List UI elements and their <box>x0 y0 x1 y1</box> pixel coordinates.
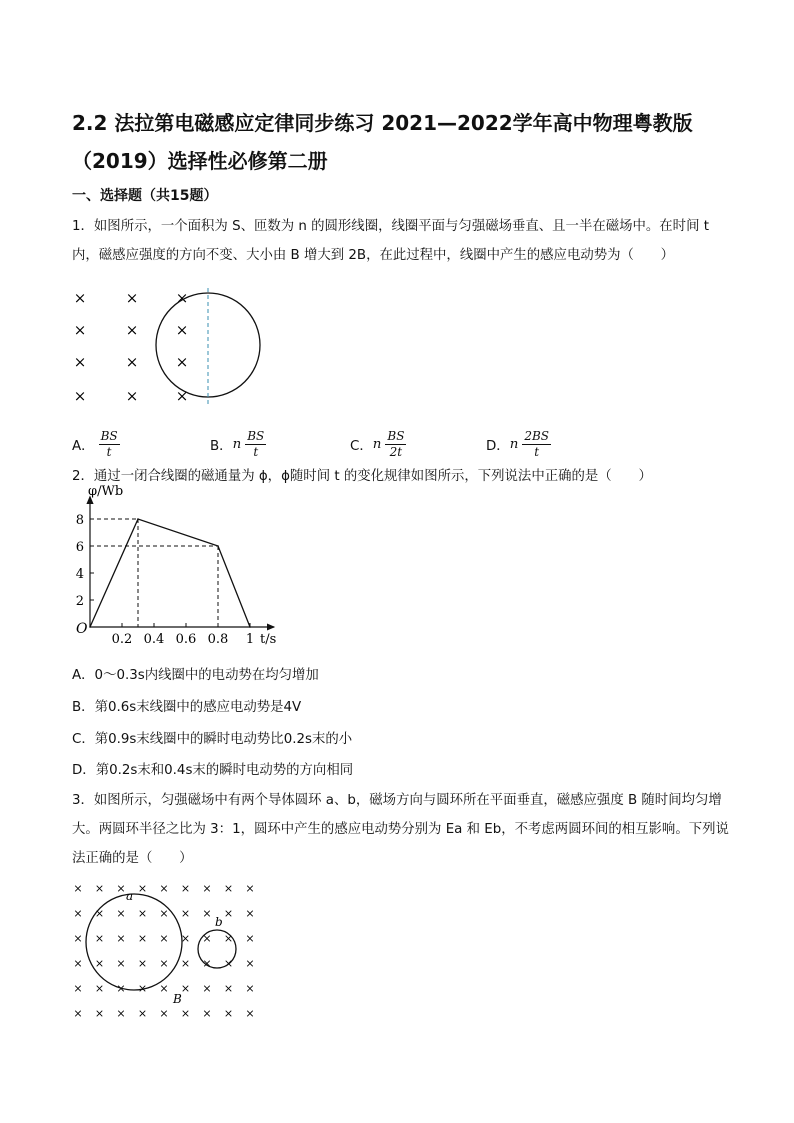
x-tick-label: 0.6 <box>175 632 197 647</box>
y-axis-label: φ/Wb <box>88 483 124 499</box>
field-cross: × <box>94 957 105 970</box>
field-cross: × <box>137 957 148 970</box>
flux-time-chart <box>60 483 300 650</box>
field-cross: × <box>125 353 139 371</box>
option-fraction <box>99 429 120 460</box>
field-cross: × <box>223 932 234 945</box>
field-cross: × <box>175 321 189 339</box>
question-1-option-c <box>350 424 406 464</box>
question-2-option-c: C．第0.9s末线圈中的瞬时电动势比0.2s末的小 <box>72 732 353 747</box>
field-cross: × <box>94 982 105 995</box>
question-1-option-d <box>486 424 551 464</box>
option-fraction <box>522 429 551 460</box>
field-cross: × <box>202 957 212 970</box>
option-fraction <box>245 429 266 460</box>
x-axis-label: t/s <box>260 632 277 647</box>
field-cross: × <box>159 932 169 945</box>
y-tick-label: 8 <box>75 513 84 528</box>
field-cross: × <box>94 882 105 895</box>
x-tick-label: 1 <box>245 632 255 647</box>
option-label: A． <box>72 438 95 454</box>
question-3-text: 3．如图所示，匀强磁场中有两个导体圆环 a、b，磁场方向与圆环所在平面垂直，磁感应强度 B 随时间均匀增大。两圆环半径之比为 3：1，圆环中产生的感应电动势分别为 Ea 和 Eb，不考虑两圆环间的相互影响。下列说法正确的是（ ） <box>72 793 729 866</box>
field-cross: × <box>116 882 126 895</box>
field-cross: × <box>245 932 255 945</box>
x-tick-label: 0.2 <box>111 632 133 647</box>
field-cross: × <box>223 907 234 920</box>
field-cross: × <box>73 353 87 371</box>
field-cross: × <box>159 1007 169 1020</box>
question-2-option-d: D．第0.2s末和0.4s末的瞬时电动势的方向相同 <box>72 763 354 778</box>
field-cross: × <box>180 957 191 970</box>
field-cross: × <box>175 387 189 405</box>
question-1-options <box>72 424 592 464</box>
field-cross: × <box>116 982 126 995</box>
question-1-option-b <box>210 424 266 464</box>
field-cross: × <box>223 1007 234 1020</box>
question-2-option-b: B．第0.6s末线圈中的感应电动势是4V <box>72 700 302 715</box>
field-cross: × <box>245 957 255 970</box>
fraction-numerator: 2BS <box>524 428 550 443</box>
section-heading: 一、选择题（共15题） <box>72 188 218 204</box>
fraction-numerator: BS <box>247 428 265 443</box>
field-cross: × <box>73 982 83 995</box>
flux-data-point <box>249 626 251 628</box>
question-1-text: 1．如图所示，一个面积为 S、匝数为 n 的圆形线圈，线圈平面与匀强磁场垂直、且一半在磁场中。在时间 t 内，磁感应强度的方向不变、大小由 B 增大到 2B，在此过程中，线圈中产生的感应电动势为（ ） <box>72 219 709 263</box>
question-2-option-a: A．0～0.3s内线圈中的电动势在均匀增加 <box>72 668 319 683</box>
field-cross: × <box>245 907 255 920</box>
option-label: D． <box>486 438 510 454</box>
field-cross: × <box>116 932 126 945</box>
field-cross: × <box>175 353 189 371</box>
question-1-option-a <box>72 424 120 464</box>
field-cross: × <box>73 882 83 895</box>
field-cross: × <box>180 882 191 895</box>
field-cross: × <box>180 932 191 945</box>
field-cross: × <box>73 957 83 970</box>
field-crosses <box>74 289 189 405</box>
label-B: B <box>173 992 182 1006</box>
origin-label: O <box>76 621 88 637</box>
field-cross: × <box>125 387 139 405</box>
field-cross: × <box>73 289 87 307</box>
field-cross: × <box>73 321 87 339</box>
figure-3-two-rings <box>66 874 266 1024</box>
field-cross: × <box>94 932 105 945</box>
field-cross: × <box>223 882 234 895</box>
field-cross: × <box>223 982 234 995</box>
field-cross: × <box>180 1007 191 1020</box>
option-label: C． <box>350 438 373 454</box>
field-cross: × <box>202 1007 212 1020</box>
field-cross: × <box>202 907 212 920</box>
field-cross: × <box>245 1007 255 1020</box>
field-cross: × <box>159 907 169 920</box>
field-cross: × <box>125 321 139 339</box>
option-label: B． <box>210 438 233 454</box>
field-cross: × <box>73 1007 83 1020</box>
field-cross: × <box>137 907 148 920</box>
field-cross: × <box>175 289 189 307</box>
field-cross: × <box>125 289 139 307</box>
field-cross: × <box>223 957 234 970</box>
field-cross: × <box>159 982 169 995</box>
figure-1-coil-in-field <box>60 282 280 412</box>
field-cross: × <box>73 907 83 920</box>
field-cross: × <box>245 982 255 995</box>
label-a: a <box>126 889 134 903</box>
option-fraction <box>385 429 406 460</box>
y-tick-label: 4 <box>75 567 84 582</box>
fraction-denominator: 2t <box>389 444 403 459</box>
x-tick-label: 0.8 <box>207 632 229 647</box>
y-tick-label: 2 <box>75 594 84 609</box>
field-cross: × <box>202 982 212 995</box>
field-cross: × <box>180 982 191 995</box>
field-cross: × <box>137 882 148 895</box>
fraction-denominator: t <box>106 444 112 459</box>
fraction-denominator: t <box>253 444 259 459</box>
field-cross: × <box>116 1007 126 1020</box>
x-tick-label: 0.4 <box>143 632 165 647</box>
field-cross: × <box>137 932 148 945</box>
question-2-text: 2．通过一闭合线圈的磁通量为 ϕ，ϕ随时间 t 的变化规律如图所示，下列说法中正确的是（ ） <box>72 469 652 484</box>
field-cross: × <box>202 932 212 945</box>
flux-series-line <box>90 519 250 627</box>
field-cross: × <box>159 957 169 970</box>
flux-data-point <box>137 518 139 520</box>
flux-data-point <box>89 626 91 628</box>
field-cross: × <box>159 882 169 895</box>
flux-data-point <box>217 545 219 547</box>
field-cross: × <box>73 932 83 945</box>
label-b: b <box>215 915 223 929</box>
field-cross: × <box>180 907 191 920</box>
field-cross: × <box>137 982 148 995</box>
field-cross: × <box>137 1007 148 1020</box>
page-title: 2.2 法拉第电磁感应定律同步练习 2021—2022学年高中物理粤教版（2019）选择性必修第二册 <box>72 111 693 173</box>
field-cross: × <box>94 907 105 920</box>
option-coefficient: n <box>232 436 242 452</box>
option-coefficient: n <box>509 436 519 452</box>
field-cross: × <box>202 882 212 895</box>
field-cross: × <box>245 882 255 895</box>
field-cross: × <box>116 957 126 970</box>
ring-a <box>86 894 182 990</box>
fraction-denominator: t <box>534 444 540 459</box>
fraction-numerator: BS <box>100 428 118 443</box>
y-tick-label: 6 <box>75 540 84 555</box>
field-cross: × <box>94 1007 105 1020</box>
field-cross: × <box>73 387 87 405</box>
fraction-numerator: BS <box>387 428 405 443</box>
field-cross: × <box>116 907 126 920</box>
option-coefficient: n <box>372 436 382 452</box>
ring-b <box>198 930 236 968</box>
